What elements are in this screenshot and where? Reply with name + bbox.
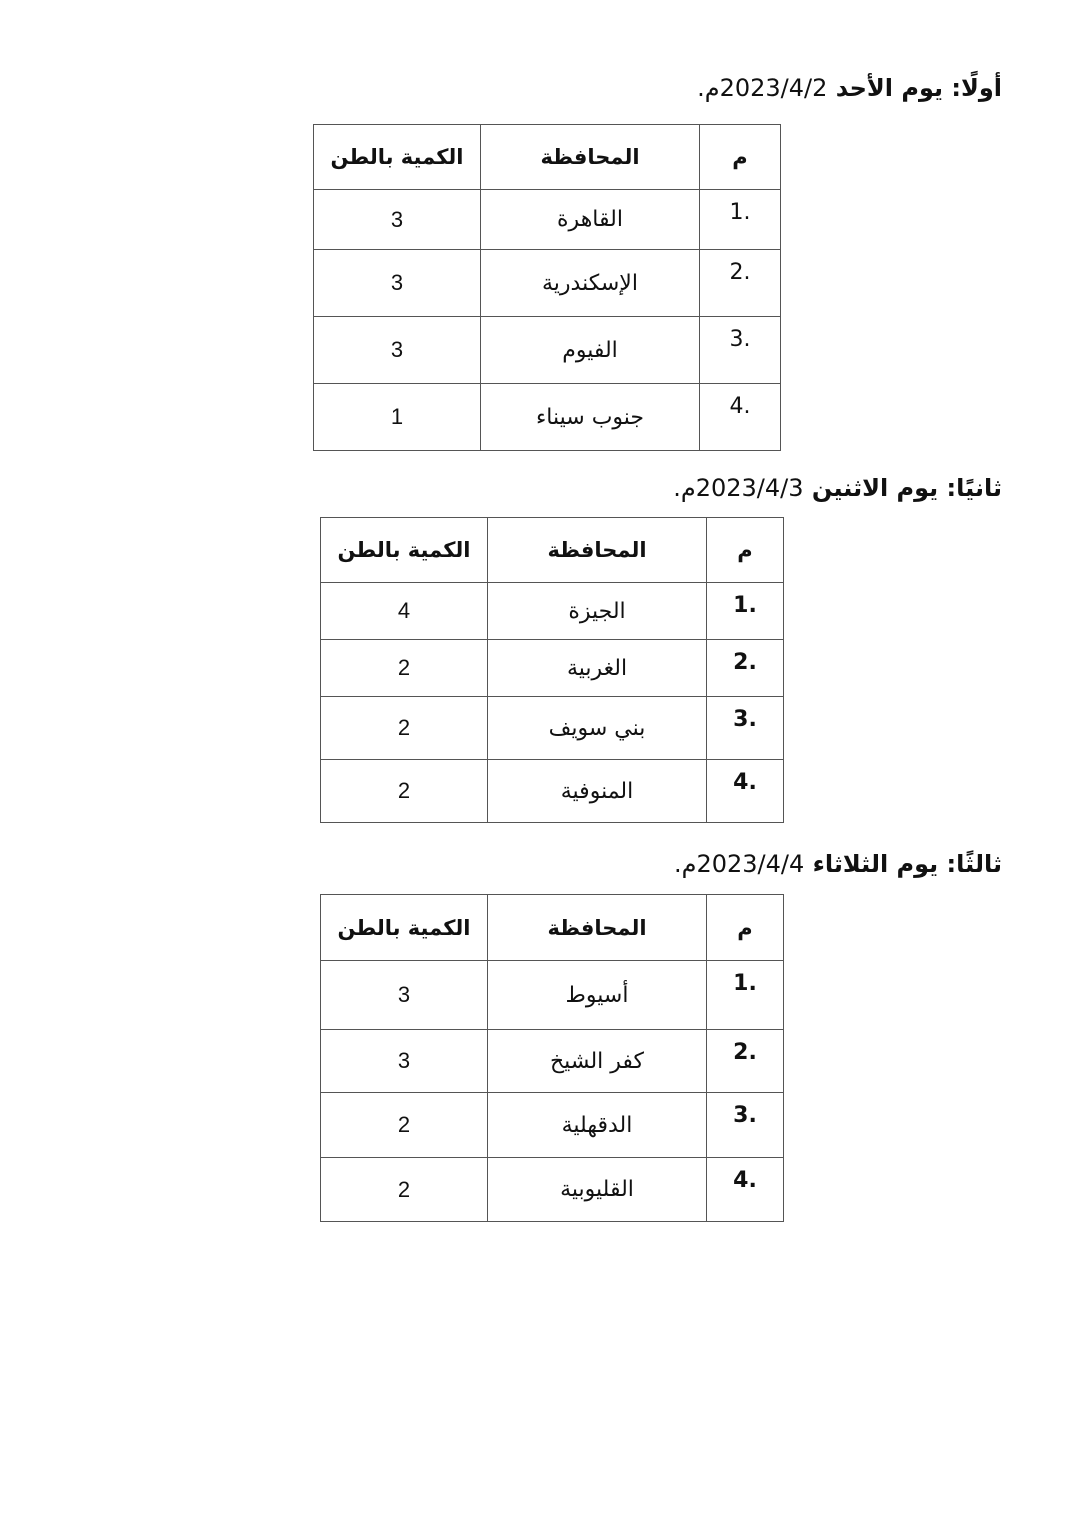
index-cell: .3: [707, 1093, 784, 1158]
index-header: م: [700, 125, 781, 190]
table-row: [321, 583, 784, 640]
quantity-cell: 3: [321, 1030, 488, 1093]
table-row: [321, 640, 784, 697]
index-cell: .3: [700, 317, 781, 384]
governorate-header: المحافظة: [488, 518, 707, 583]
index-cell: .2: [700, 250, 781, 317]
quantity-header: الكمية بالطن: [314, 125, 481, 190]
quantity-cell: 2: [321, 1093, 488, 1158]
index-cell: .4: [700, 384, 781, 451]
governorate-cell: الدقهلية: [488, 1093, 707, 1158]
governorate-cell: الفيوم: [481, 317, 700, 384]
section-1-heading: [697, 74, 1002, 102]
quantity-cell: 4: [321, 583, 488, 640]
governorate-header: المحافظة: [481, 125, 700, 190]
quantity-cell: 3: [314, 190, 481, 250]
index-cell: .4: [707, 1158, 784, 1222]
quantity-header: الكمية بالطن: [321, 895, 488, 961]
index-cell: .4: [707, 760, 784, 823]
quantity-cell: 2: [321, 1158, 488, 1222]
section-3-table: [320, 894, 784, 1222]
section-1-label: أولًا:: [951, 74, 1002, 102]
table-row: [321, 961, 784, 1030]
table-header-row: [321, 895, 784, 961]
index-cell: .2: [707, 1030, 784, 1093]
governorate-cell: الجيزة: [488, 583, 707, 640]
quantity-cell: 2: [321, 760, 488, 823]
quantity-cell: 3: [321, 961, 488, 1030]
table-row: [314, 317, 781, 384]
section-3-heading: [674, 850, 1002, 878]
section-2-day: يوم الاثنين: [811, 474, 939, 502]
section-2-date: 2023/4/3م.: [673, 474, 804, 502]
section-2-heading: [673, 474, 1002, 502]
section-1-day: يوم الأحد: [835, 74, 944, 102]
table-row: [314, 250, 781, 317]
table-header-row: [314, 125, 781, 190]
index-cell: .1: [700, 190, 781, 250]
governorate-cell: المنوفية: [488, 760, 707, 823]
governorate-header: المحافظة: [488, 895, 707, 961]
section-1-date: 2023/4/2م.: [697, 74, 828, 102]
index-cell: .1: [707, 583, 784, 640]
quantity-cell: 2: [321, 640, 488, 697]
table-row: [321, 1030, 784, 1093]
governorate-cell: الغربية: [488, 640, 707, 697]
governorate-cell: جنوب سيناء: [481, 384, 700, 451]
table-row: [321, 697, 784, 760]
table-row: [321, 760, 784, 823]
section-3-day: يوم الثلاثاء: [812, 850, 939, 878]
quantity-cell: 3: [314, 250, 481, 317]
governorate-cell: أسيوط: [488, 961, 707, 1030]
governorate-cell: كفر الشيخ: [488, 1030, 707, 1093]
index-header: م: [707, 518, 784, 583]
table-row: [314, 384, 781, 451]
index-cell: .3: [707, 697, 784, 760]
table-header-row: [321, 518, 784, 583]
governorate-cell: بني سويف: [488, 697, 707, 760]
section-2-label: ثانيًا:: [946, 474, 1002, 502]
index-cell: .2: [707, 640, 784, 697]
governorate-cell: القليوبية: [488, 1158, 707, 1222]
quantity-cell: 3: [314, 317, 481, 384]
table-row: [321, 1093, 784, 1158]
table-row: [321, 1158, 784, 1222]
section-3-date: 2023/4/4م.: [673, 850, 805, 878]
quantity-header: الكمية بالطن: [321, 518, 488, 583]
section-2-table: [320, 517, 784, 823]
index-cell: .1: [707, 961, 784, 1030]
quantity-cell: 1: [314, 384, 481, 451]
quantity-cell: 2: [321, 697, 488, 760]
table-row: [314, 190, 781, 250]
governorate-cell: القاهرة: [481, 190, 700, 250]
governorate-cell: الإسكندرية: [481, 250, 700, 317]
section-3-label: ثالثًا:: [946, 850, 1002, 878]
section-1-table: [313, 124, 781, 451]
index-header: م: [707, 895, 784, 961]
